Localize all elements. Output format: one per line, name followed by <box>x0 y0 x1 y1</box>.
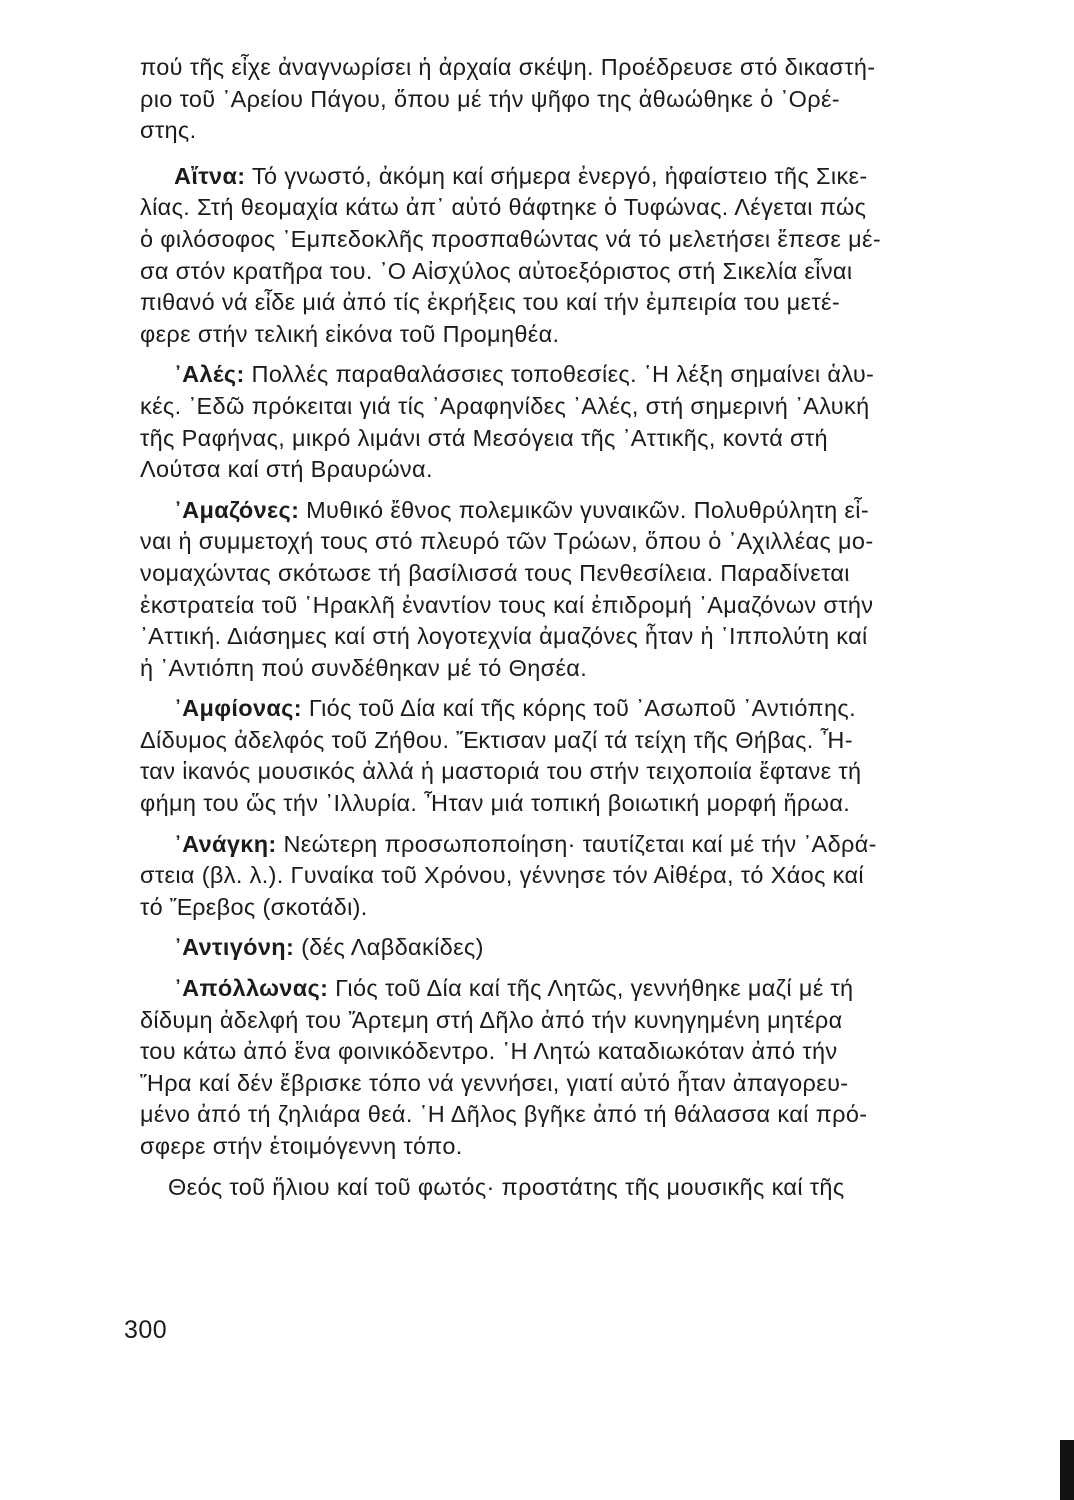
text-line: τό Ἔρεβος (σκοτάδι). <box>140 893 368 920</box>
text-line: λίας. Στή θεομαχία κάτω ἀπ᾿ αὐτό θάφτηκε ὁ Τυφώνας. Λέγεται πώς <box>140 194 867 221</box>
entry-amazones-first-line <box>140 495 972 527</box>
entry-term: ᾿Αμαζόνες: <box>174 496 300 523</box>
text-line: πιθανό νά εἶδε μιά ἀπό τίς ἐκρήξεις του καί τήν ἐμπειρία του μετέ- <box>140 289 841 316</box>
text-line: πού τῆς εἶχε ἀναγνωρίσει ἡ ἀρχαία σκέψη. Προέδρευσε στό δικαστή- <box>140 54 876 80</box>
text-run: Τό γνωστό, ἀκόμη καί σήμερα ἐνεργό, ἡφαίστειο τῆς Σικε- <box>245 162 868 189</box>
page-edge-shadow <box>1060 1440 1074 1500</box>
text-line: σφερε στήν ἑτοιμόγεννη τόπο. <box>140 1133 463 1159</box>
entry-ales-first-line <box>140 359 972 391</box>
text-line: σα στόν κρατῆρα του. ᾿Ο Αἰσχύλος αὐτοεξόριστος στή Σικελία εἶναι <box>140 257 853 284</box>
text-line: τῆς Ραφήνας, μικρό λιμάνι στά Μεσόγεια τῆς ᾿Αττικῆς, κοντά στή <box>140 424 828 451</box>
text-line: Θεός τοῦ ἥλιου καί τοῦ φωτός· προστάτης τῆς μουσικῆς καί τῆς <box>168 1173 845 1200</box>
page-number: 300 <box>124 1316 168 1344</box>
entry-term: ᾿Αντιγόνη: <box>174 934 295 961</box>
text-line: Δίδυμος ἀδελφός τοῦ Ζήθου. Ἔκτισαν μαζί τά τείχη τῆς Θήβας. Ἦ- <box>140 726 853 753</box>
text-line: Ἥρα καί δέν ἔβρισκε τόπο νά γεννήσει, γιατί αὐτό ἦταν ἀπαγορευ- <box>140 1069 849 1096</box>
text-line: κές. ᾿Εδῶ πρόκειται γιά τίς ᾿Αραφηνίδες ᾿Αλές, στή σημερινή ᾿Αλυκή <box>140 392 870 419</box>
text-line: στης. <box>140 117 197 144</box>
text-run: Μυθικό ἔθνος πολεμικῶν γυναικῶν. Πολυθρύλητη εἶ- <box>299 496 870 523</box>
text-line: φήμη του ὥς τήν ᾿Ιλλυρία. Ἦταν μιά τοπική βοιωτική μορφή ἥρωα. <box>140 790 851 817</box>
text-run: Γιός τοῦ Δία καί τῆς Λητῶς, γεννήθηκε μαζί μέ τή <box>328 975 854 1002</box>
text-line: ὁ φιλόσοφος ᾿Εμπεδοκλῆς προσπαθώντας νά τό μελετήσει ἔπεσε μέ- <box>140 225 882 252</box>
entry-term: ᾿Αλές: <box>174 361 245 388</box>
entry-anagki-first-line <box>140 829 972 861</box>
entry-term: Αἴτνα: <box>174 162 246 189</box>
text-line: νομαχώντας σκότωσε τή βασίλισσά τους Πενθεσίλεια. Παραδίνεται <box>140 559 850 586</box>
text-body <box>140 52 972 1203</box>
text-line: ἐκστρατεία τοῦ ῾Ηρακλῆ ἐναντίον τους καί ἐπιδρομή ᾿Αμαζόνων στήν <box>140 591 874 618</box>
text-line: ᾿Αττική. Διάσημες καί στή λογοτεχνία ἀμαζόνες ἦταν ἡ ῾Ιππολύτη καί <box>140 623 868 650</box>
text-line: ριο τοῦ ᾿Αρείου Πάγου, ὅπου μέ τήν ψῆφο της ἀθωώθηκε ὁ ᾿Ορέ- <box>140 85 840 112</box>
text-line: φερε στήν τελική εἰκόνα τοῦ Προμηθέα. <box>140 320 560 347</box>
text-line: του κάτω ἀπό ἕνα φοινικόδεντρο. ῾Η Λητώ καταδιωκόταν ἀπό τήν <box>140 1038 838 1065</box>
text-line: ταν ἱκανός μουσικός ἀλλά ἡ μαστοριά του στήν τειχοποιία ἔφτανε τή <box>140 758 862 785</box>
text-line: δίδυμη ἀδελφή του Ἄρτεμη στή Δῆλο ἀπό τήν κυνηγημένη μητέρα <box>140 1006 843 1033</box>
text-line: ναι ἡ συμμετοχή τους στό πλευρό τῶν Τρώων, ὅπου ὁ ᾿Αχιλλέας μο- <box>140 528 874 555</box>
text-line: Λούτσα καί στή Βραυρώνα. <box>140 456 433 483</box>
entry-term: ᾿Ανάγκη: <box>174 830 277 857</box>
entry-amfionas-first-line <box>140 693 972 725</box>
entry-term: ᾿Απόλλωνας: <box>174 975 329 1002</box>
text-run: (δές Λαβδακίδες) <box>294 934 484 961</box>
entry-apollonas-first-line <box>140 973 972 1005</box>
entry-antigoni <box>140 932 972 964</box>
entry-aitna-first-line <box>140 161 972 193</box>
text-run: Γιός τοῦ Δία καί τῆς κόρης τοῦ ᾿Ασωποῦ ᾿Αντιόπης. <box>301 695 856 722</box>
text-run: Νεώτερη προσωποποίηση· ταυτίζεται καί μέ τήν ᾿Αδρά- <box>276 830 877 857</box>
entry-term: ᾿Αμφίονας: <box>174 695 302 722</box>
text-run: Πολλές παραθαλάσσιες τοποθεσίες. ῾Η λέξη σημαίνει ἁλυ- <box>244 361 875 388</box>
text-line: μένο ἀπό τή ζηλιάρα θεά. ῾Η Δῆλος βγῆκε ἀπό τή θάλασσα καί πρό- <box>140 1101 868 1128</box>
text-line: στεια (βλ. λ.). Γυναίκα τοῦ Χρόνου, γέννησε τόν Αἰθέρα, τό Χάος καί <box>140 862 864 889</box>
text-line: ἡ ᾿Αντιόπη πού συνδέθηκαν μέ τό Θησέα. <box>140 654 588 681</box>
